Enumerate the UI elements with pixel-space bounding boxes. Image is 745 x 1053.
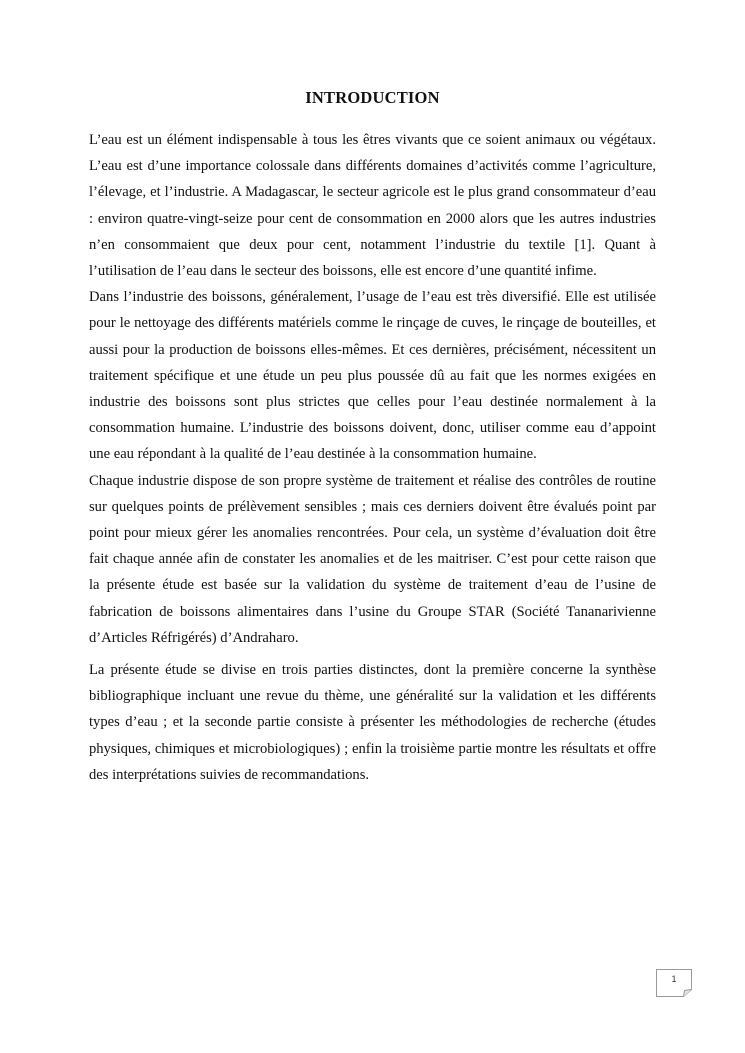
paragraph-2: Dans l’industrie des boissons, généralement, l’usage de l’eau est très diversifié. Elle est utilisée pour le nettoyage des différents matériels comme le rinçage de cuves, le rinçage de bouteilles, et aussi pour la production de boissons elles-mêmes. Et ces dernières, précisément, nécessitent un traitement spécifique et une étude un peu plus poussée dû au fait que les normes exigées en industrie des boissons sont plus strictes que celles pour l’eau destinée normalement à la consommation humaine. L’industrie des boissons doivent, donc, utiliser comme eau d’appoint une eau répondant à la qualité de l’eau destinée à la consommation humaine. — [89, 289, 656, 463]
page-title: INTRODUCTION — [305, 88, 440, 107]
paragraph-4: La présente étude se divise en trois parties distinctes, dont la première concerne la synthèse bibliographique incluant une revue du thème, une généralité sur la validation et les différents types d’eau ; et la seconde partie consiste à présenter les méthodologies de recherche (études physiques, chimiques et microbiologiques) ; enfin la troisième partie montre les résultats et offre des interprétations suivies de recommandations. — [89, 662, 656, 783]
paragraph-1: L’eau est un élément indispensable à tous les êtres vivants que ce soient animaux ou végétaux. L’eau est d’une importance colossale dans différents domaines d’activités comme l’agriculture, l’élevage, et l’industrie. A Madagascar, le secteur agricole est le plus grand consommateur d’eau : environ quatre-vingt-seize pour cent de consommation en 2000 alors que les autres industries n’en consommaient que deux pour cent, notamment l’industrie du textile [1]. Quant à l’utilisation de l’eau dans le secteur des boissons, elle est encore d’une quantité infime. — [89, 132, 656, 280]
body-text — [89, 127, 656, 788]
paragraph-3: Chaque industrie dispose de son propre système de traitement et réalise des contrôles de routine sur quelques points de prélèvement sensibles ; mais ces derniers doivent être évalués point par point pour mieux gérer les anomalies rencontrées. Pour cela, un système d’évaluation doit être fait chaque année afin de constater les anomalies et de les maitriser. C’est pour cette raison que la présente étude est basée sur la validation du système de traitement d’eau de l’usine de fabrication de boissons alimentaires dans l’usine du Groupe STAR (Société Tananarivienne d’Articles Réfrigérés) d’Andraharo. — [89, 472, 656, 646]
page-number: 1 — [671, 974, 677, 984]
page-number-box — [656, 969, 692, 997]
